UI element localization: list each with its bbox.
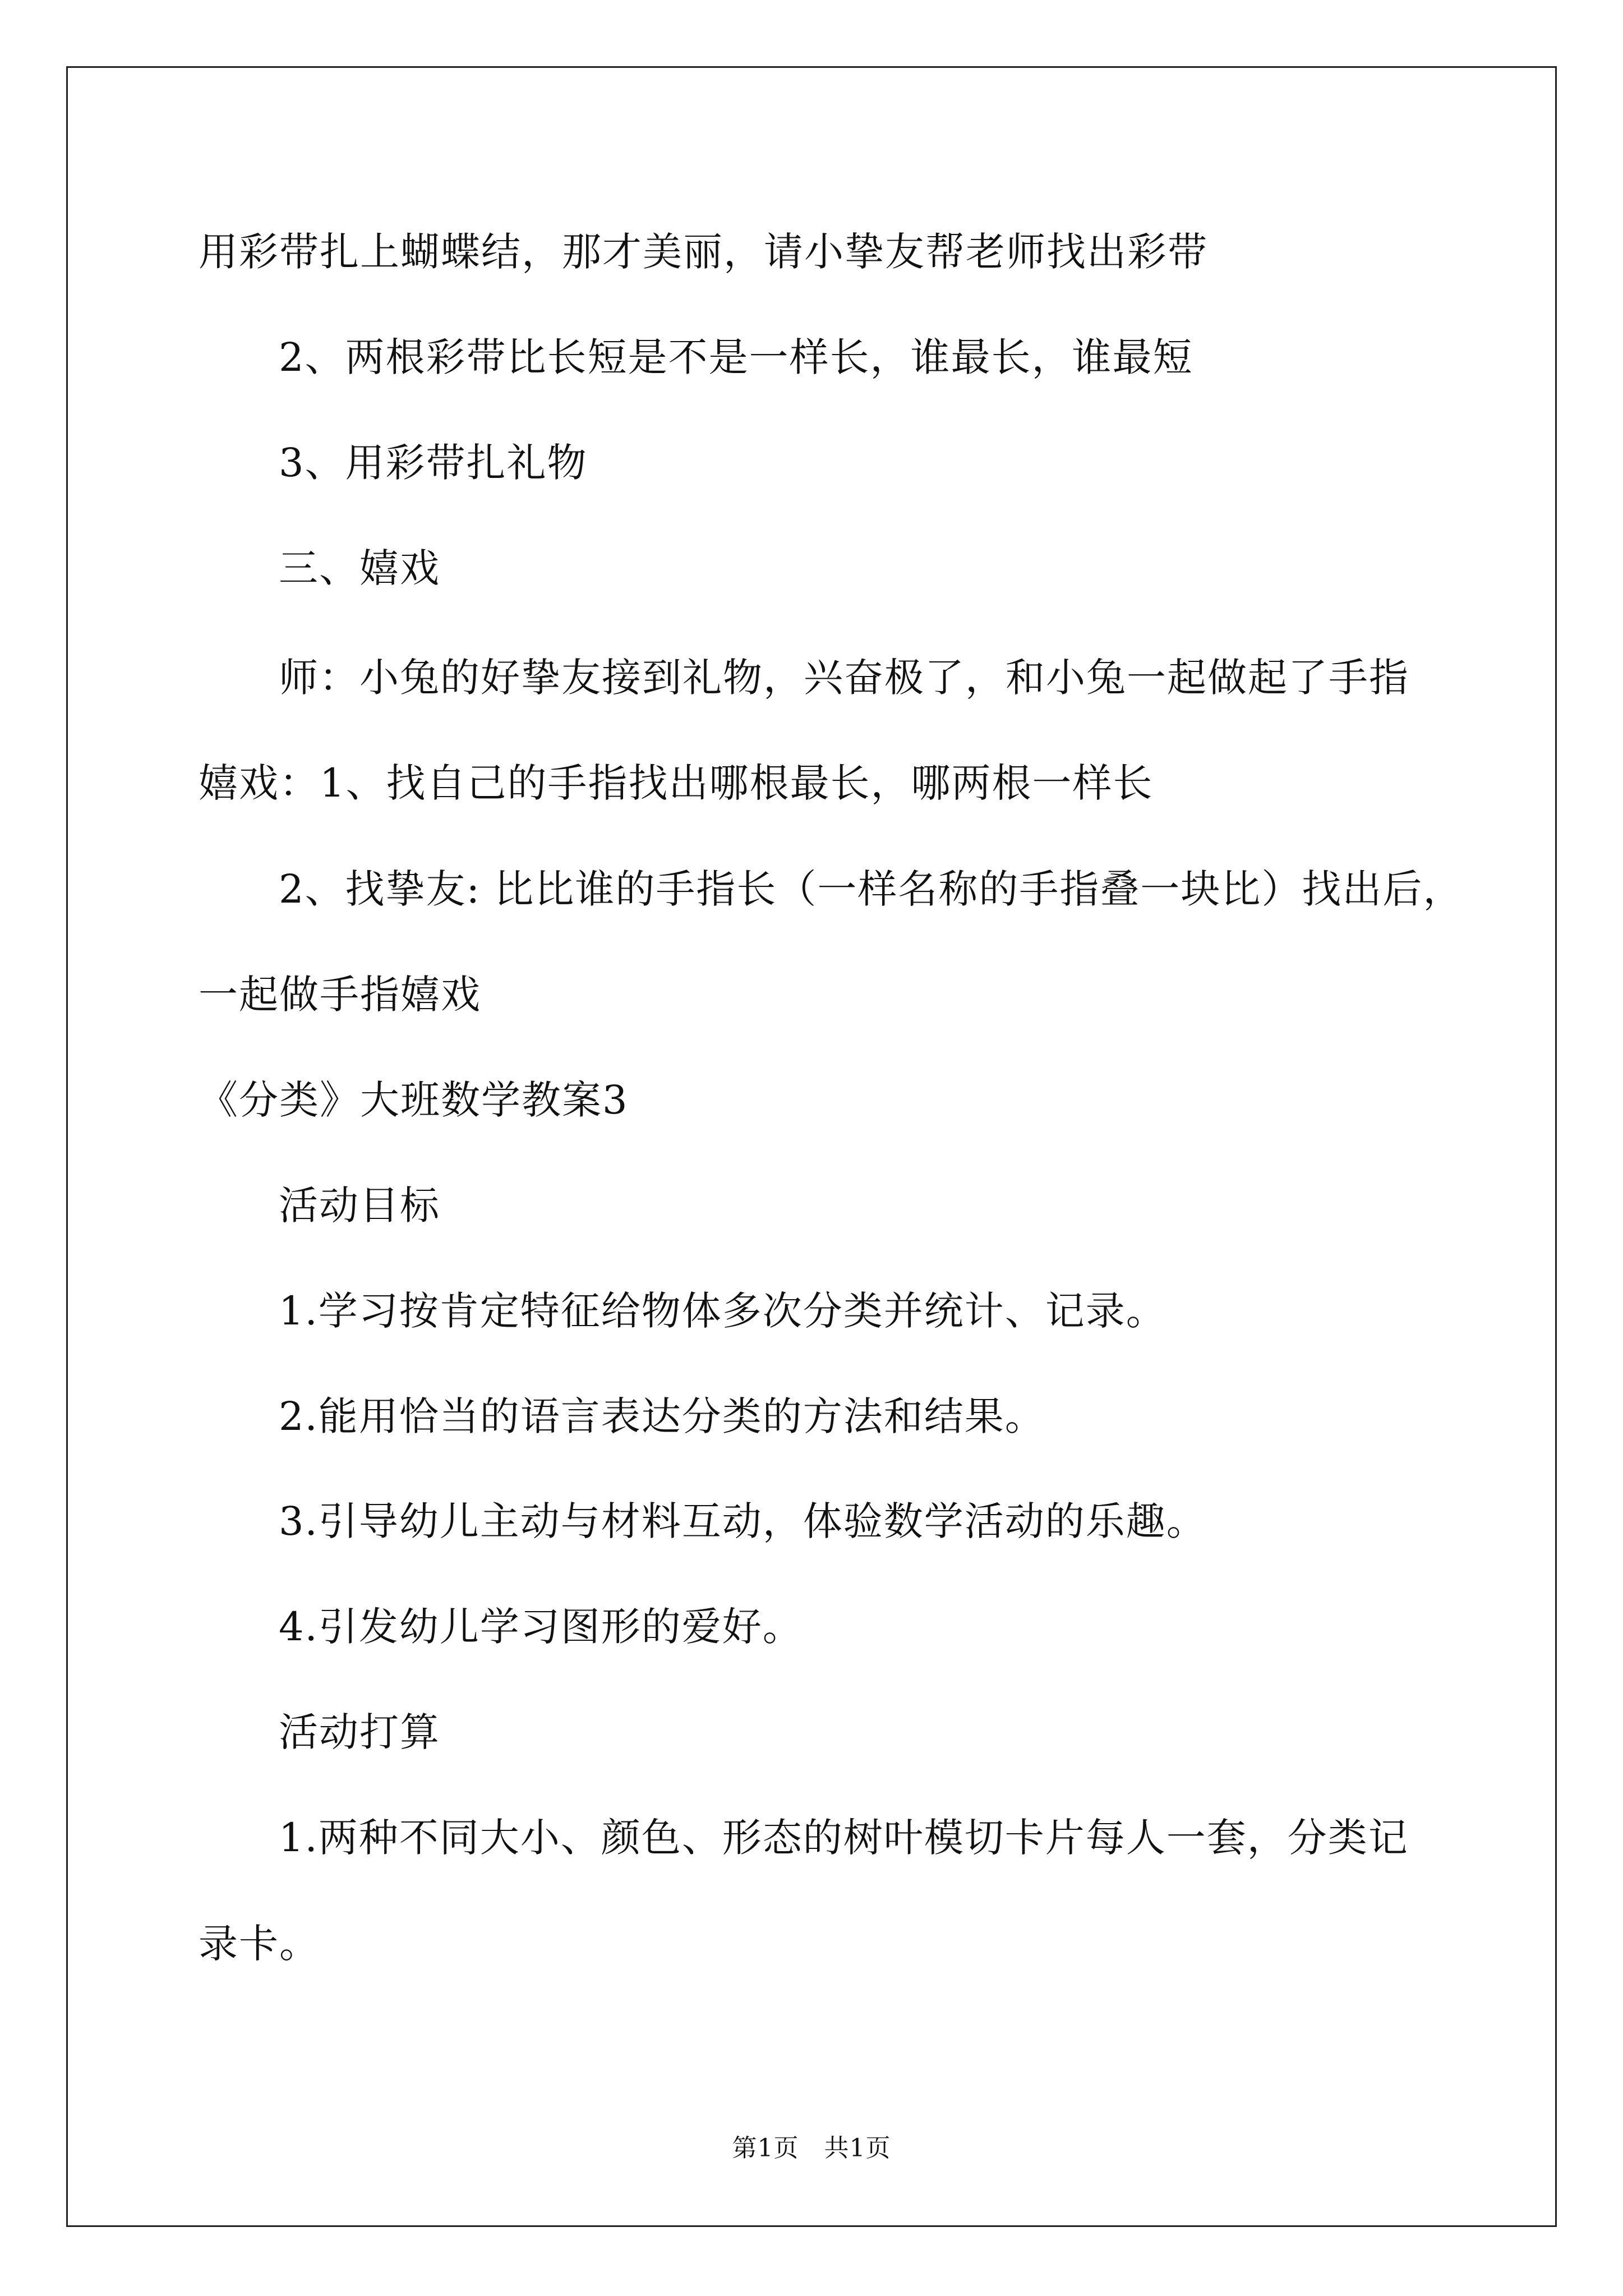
list-item: 2.能用恰当的语言表达分类的方法和结果。 — [279, 1393, 1045, 1439]
body-text-line: 2、找挚友: 比比谁的手指长（一样名称的手指叠一块比）找出后， — [279, 866, 1464, 912]
page-footer: 第1页 共1页 — [732, 2134, 891, 2162]
body-text-line: 3、用彩带扎礼物 — [279, 440, 588, 486]
page-border — [66, 66, 1557, 2227]
body-text-line: 录卡。 — [199, 1921, 320, 1967]
body-text-line: 一起做手指嬉戏 — [199, 972, 481, 1018]
body-text-line: 2、两根彩带比长短是不是一样长，谁最长，谁最短 — [279, 334, 1193, 380]
list-item: 1.学习按肯定特征给物体多次分类并统计、记录。 — [279, 1288, 1166, 1334]
section-heading: 活动打算 — [279, 1709, 440, 1755]
list-item: 3.引导幼儿主动与材料互动，体验数学活动的乐趣。 — [279, 1498, 1207, 1544]
body-text-line: 师：小兔的好挚友接到礼物，兴奋极了，和小兔一起做起了手指 — [279, 655, 1409, 701]
section-heading: 活动目标 — [279, 1182, 440, 1228]
list-item: 1.两种不同大小、颜色、形态的树叶模切卡片每人一套，分类记 — [279, 1815, 1409, 1861]
list-item: 4.引发幼儿学习图形的爱好。 — [279, 1604, 803, 1650]
body-text-line: 用彩带扎上蝴蝶结，那才美丽，请小挚友帮老师找出彩带 — [199, 229, 1208, 275]
document-section-title: 《分类》大班数学教案3 — [199, 1077, 629, 1123]
section-heading: 三、嬉戏 — [279, 545, 440, 591]
body-text-line: 嬉戏：1、找自己的手指找出哪根最长，哪两根一样长 — [199, 760, 1154, 806]
